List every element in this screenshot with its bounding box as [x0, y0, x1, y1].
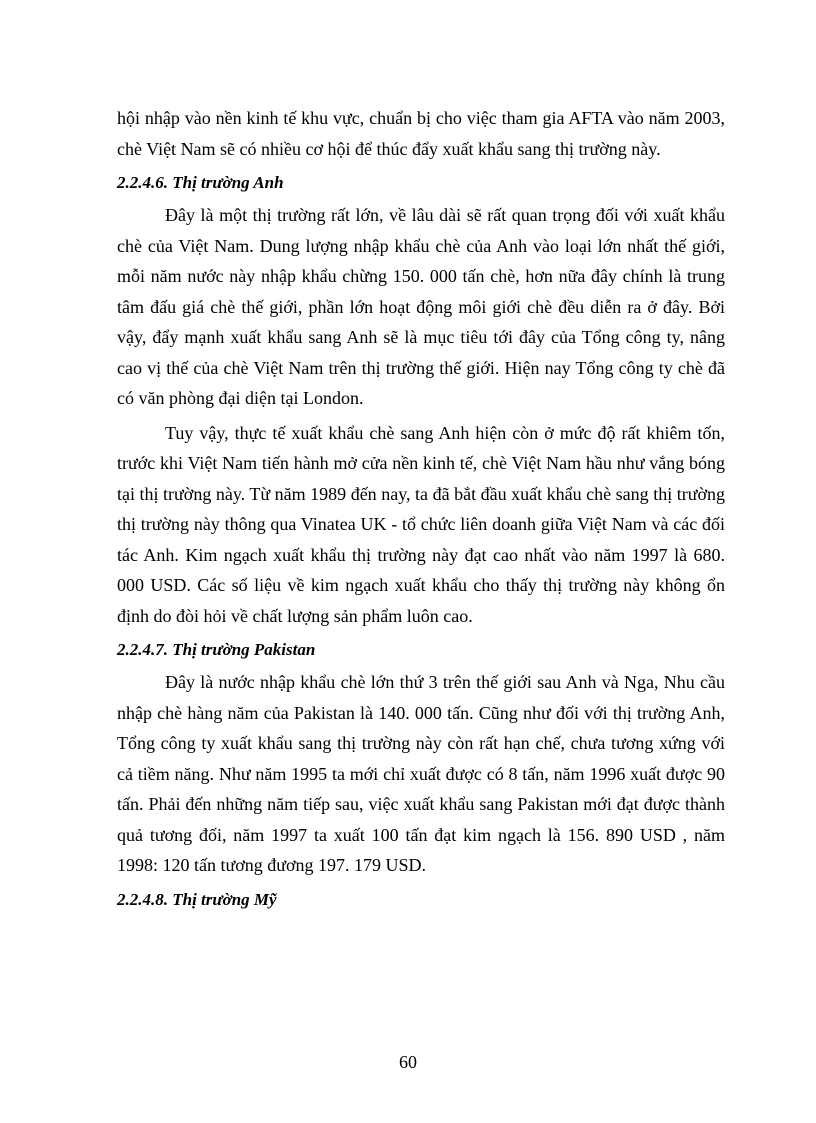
document-page [117, 103, 725, 917]
paragraph-pakistan-market: Đây là nước nhập khẩu chè lớn thứ 3 trên thế giới sau Anh và Nga, Nhu cầu nhập chè hàng năm của Pakistan là 140. 000 tấn. Cũng như đối với thị trường Anh, Tổng công ty xuất khẩu sang thị trường này còn rất hạn chế, chưa tương xứng với cả tiềm năng. Như năm 1995 ta mới chỉ xuất được có 8 tấn, năm 1996 xuất được 90 tấn. Phải đến những năm tiếp sau, việc xuất khẩu sang Pakistan mới đạt được thành quả tương đối, năm 1997 ta xuất 100 tấn đạt kim ngạch là 156. 890 USD , năm 1998: 120 tấn tương đương 197. 179 USD. [117, 672, 725, 875]
paragraph-uk-market-overview: Đây là một thị trường rất lớn, về lâu dài sẽ rất quan trọng đối với xuất khẩu chè của Việt Nam. Dung lượng nhập khẩu chè của Anh vào loại lớn nhất thế giới, mỗi năm nước này nhập khẩu chừng 150. 000 tấn chè, hơn nữa đây chính là trung tâm đấu giá chè thế giới, phần lớn hoạt động môi giới chè đều diễn ra ở đây. Bởi vậy, đẩy mạnh xuất khẩu sang Anh sẽ là mục tiêu tới đây của Tổng công ty, nâng cao vị thế của chè Việt Nam trên thị trường thế giới. Hiện nay Tổng công ty chè đã có văn phòng đại diện tại London. [117, 205, 725, 408]
paragraph-uk-market-exports: Tuy vậy, thực tế xuất khẩu chè sang Anh hiện còn ở mức độ rất khiêm tốn, trước khi Việt Nam tiến hành mở cửa nền kinh tế, chè Việt Nam hầu như vắng bóng tại thị trường này. Từ năm 1989 đến nay, ta đã bắt đầu xuất khẩu chè sang thị trường thị trường này thông qua Vinatea UK - tổ chức liên doanh giữa Việt Nam và các đối tác Anh. Kim ngạch xuất khẩu thị trường này đạt cao nhất vào năm 1997 là 680. 000 USD. Các số liệu về kim ngạch xuất khẩu cho thấy thị trường này không ổn định do đòi hỏi về chất lượng sản phẩm luôn cao. [117, 422, 725, 626]
paragraph-continuation: hội nhập vào nền kinh tế khu vực, chuẩn bị cho việc tham gia AFTA vào năm 2003, chè Việt Nam sẽ có nhiều cơ hội để thúc đẩy xuất khẩu sang thị trường này. [117, 108, 725, 159]
page-number: 60 [399, 1052, 417, 1072]
section-heading-us-market: 2.2.4.8. Thị trường Mỹ [117, 889, 277, 909]
section-heading-pakistan-market: 2.2.4.7. Thị trường Pakistan [117, 640, 316, 659]
section-heading-uk-market: 2.2.4.6. Thị trường Anh [117, 173, 284, 192]
